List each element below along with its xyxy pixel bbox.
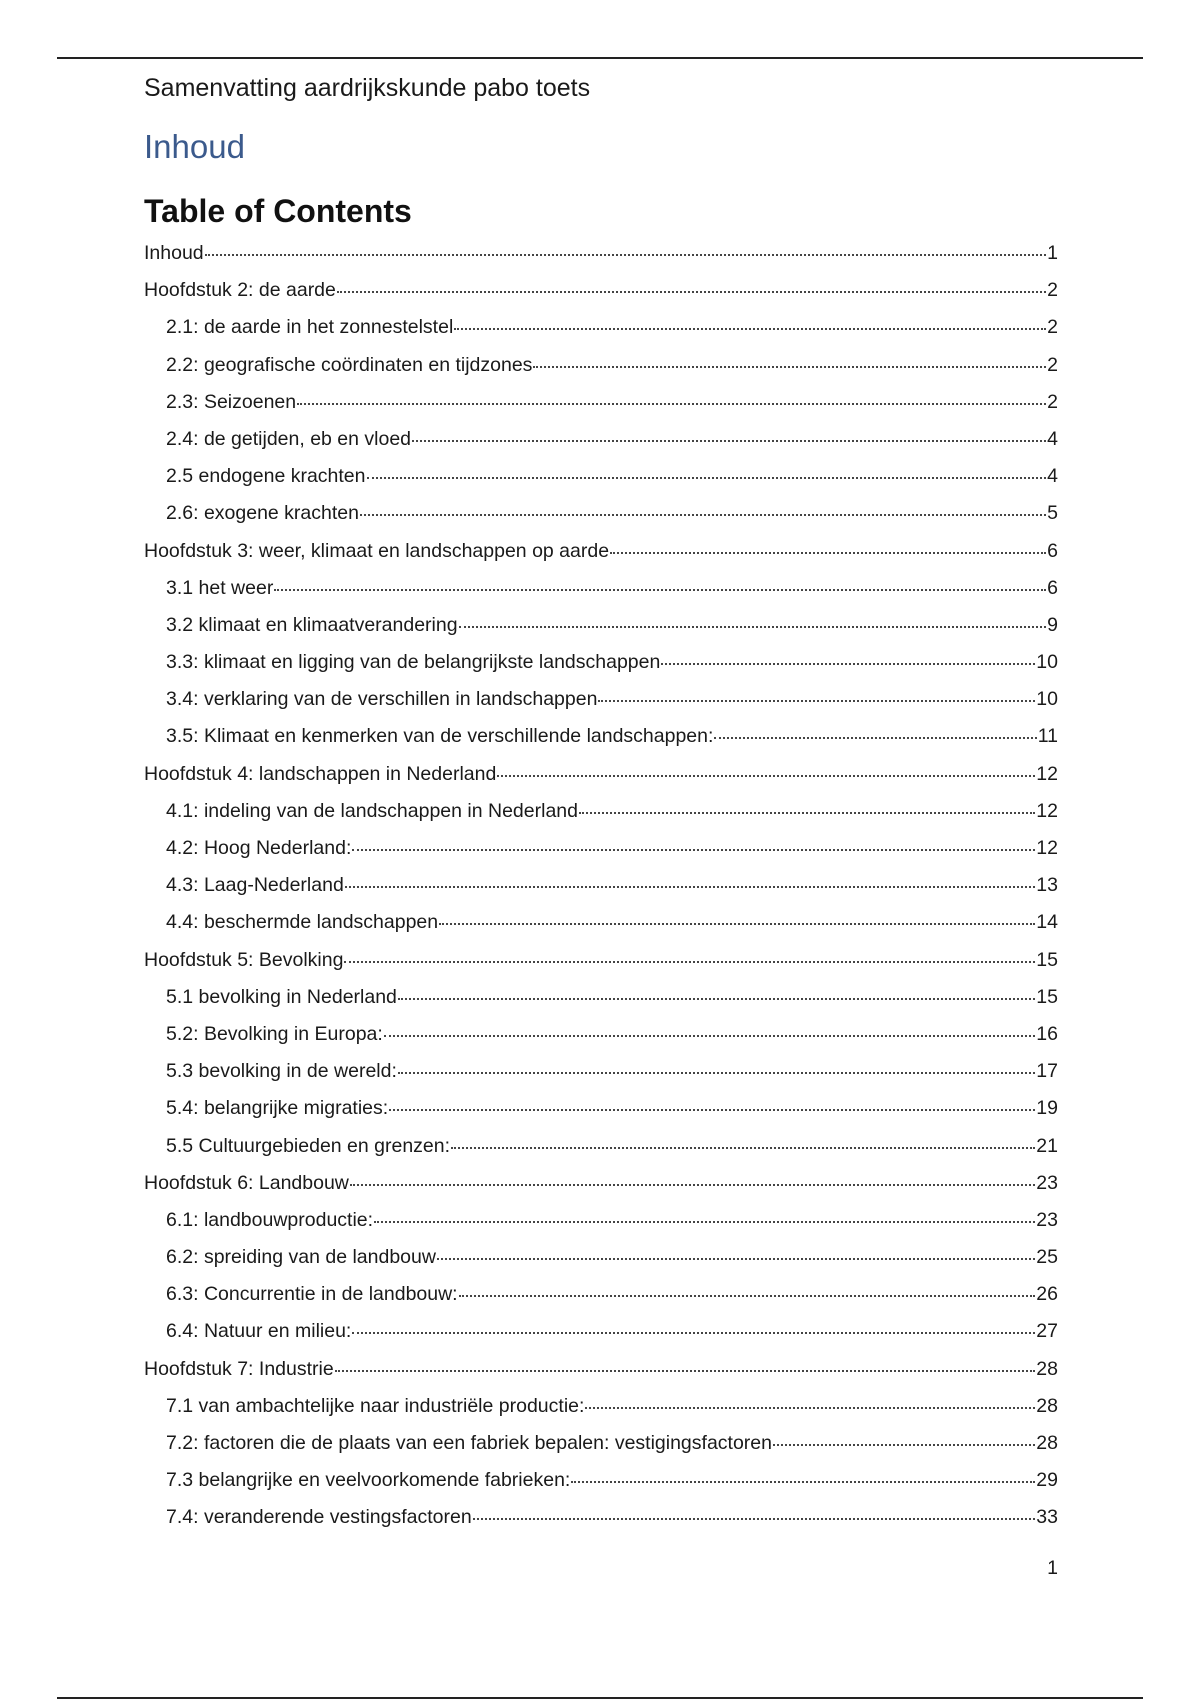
toc-entry[interactable] <box>144 1097 1058 1134</box>
toc-entry-page: 28 <box>1036 1432 1058 1454</box>
toc-dot-leader <box>454 327 1046 330</box>
toc-entry-label[interactable]: 6.1: landbouwproductie: <box>166 1208 374 1231</box>
heading-inhoud: Inhoud <box>144 128 245 165</box>
toc-entry[interactable] <box>144 1358 1058 1395</box>
toc-entry-label[interactable]: 7.3 belangrijke en veelvoorkomende fabrieken: <box>166 1469 571 1492</box>
toc-entry-page: 25 <box>1036 1246 1058 1269</box>
toc-dot-leader <box>585 1406 1035 1409</box>
toc-dot-leader <box>374 1220 1035 1223</box>
toc-dot-leader <box>773 1443 1035 1446</box>
toc-entry-label[interactable]: 4.4: beschermde landschappen <box>166 911 439 934</box>
toc-entry[interactable] <box>144 242 1058 279</box>
header-rule <box>57 57 1143 59</box>
toc-entry[interactable] <box>144 354 1058 391</box>
toc-entry-label[interactable]: Hoofdstuk 6: Landbouw <box>144 1171 349 1194</box>
toc-dot-leader <box>297 402 1046 405</box>
toc-entry-page: 9 <box>1047 613 1058 636</box>
toc-dot-leader <box>661 662 1035 665</box>
toc-entry-page: 27 <box>1036 1320 1058 1343</box>
toc-entry-page: 33 <box>1036 1506 1058 1529</box>
toc-entry[interactable] <box>144 1432 1058 1469</box>
toc-entry-label[interactable]: 3.2 klimaat en klimaatverandering <box>166 613 458 636</box>
toc-entry-label[interactable]: 3.3: klimaat en ligging van de belangrijkste landschappen <box>166 651 661 674</box>
toc-entry-page: 1 <box>1047 242 1058 264</box>
toc-entry[interactable] <box>144 279 1058 316</box>
toc-entry-label[interactable]: 2.5 endogene krachten <box>166 465 366 488</box>
toc-dot-leader <box>473 1517 1036 1520</box>
toc-entry-page: 4 <box>1047 427 1058 450</box>
footer-rule <box>57 1697 1143 1699</box>
toc-entry-label[interactable]: 2.1: de aarde in het zonnestelstel <box>166 316 454 339</box>
toc-entry-label[interactable]: 2.2: geografische coördinaten en tijdzones <box>166 353 533 376</box>
toc-dot-leader <box>714 736 1036 739</box>
toc-entry-label[interactable]: 2.3: Seizoenen <box>166 390 297 413</box>
toc-entry-label[interactable]: 5.3 bevolking in de wereld: <box>166 1060 397 1083</box>
toc-entry-page: 28 <box>1036 1394 1058 1417</box>
toc-dot-leader <box>459 1294 1036 1297</box>
toc-entry-page: 6 <box>1047 539 1058 562</box>
table-of-contents <box>144 242 1058 1544</box>
toc-entry-label[interactable]: Hoofdstuk 2: de aarde <box>144 279 336 302</box>
toc-dot-leader <box>533 365 1046 368</box>
toc-entry-label[interactable]: 3.1 het weer <box>166 576 274 599</box>
heading-table-of-contents: Table of Contents <box>144 193 412 229</box>
toc-entry[interactable] <box>144 502 1058 539</box>
toc-dot-leader <box>350 1183 1035 1186</box>
toc-entry-page: 15 <box>1036 948 1058 971</box>
toc-entry-page: 17 <box>1036 1060 1058 1083</box>
toc-dot-leader <box>398 1071 1035 1074</box>
toc-entry[interactable] <box>144 540 1058 577</box>
toc-entry-label[interactable]: Hoofdstuk 7: Industrie <box>144 1357 334 1380</box>
toc-entry-page: 11 <box>1037 725 1058 748</box>
toc-dot-leader <box>497 774 1035 777</box>
toc-entry[interactable] <box>144 1023 1058 1060</box>
toc-entry-page: 14 <box>1036 911 1058 934</box>
toc-entry-page: 15 <box>1036 985 1058 1008</box>
toc-entry-page: 5 <box>1047 502 1058 525</box>
toc-dot-leader <box>439 922 1035 925</box>
toc-entry-page: 21 <box>1036 1134 1058 1157</box>
toc-entry[interactable] <box>144 651 1058 688</box>
toc-entry-label[interactable]: 6.3: Concurrentie in de landbouw: <box>166 1283 458 1306</box>
toc-entry[interactable] <box>144 465 1058 502</box>
toc-entry-page: 26 <box>1036 1283 1058 1306</box>
toc-entry-label[interactable]: Inhoud <box>144 242 204 264</box>
toc-entry-label[interactable]: 2.6: exogene krachten <box>166 502 359 525</box>
toc-entry-page: 28 <box>1036 1357 1058 1380</box>
toc-entry-page: 12 <box>1036 762 1058 785</box>
toc-entry-page: 12 <box>1036 799 1058 822</box>
toc-entry[interactable] <box>144 316 1058 353</box>
toc-entry[interactable] <box>144 1246 1058 1283</box>
toc-dot-leader <box>344 960 1035 963</box>
toc-dot-leader <box>367 476 1047 479</box>
toc-entry[interactable] <box>144 1135 1058 1172</box>
toc-entry-page: 6 <box>1047 576 1058 599</box>
toc-entry-label[interactable]: 6.4: Natuur en milieu: <box>166 1320 352 1343</box>
toc-entry-label[interactable]: 4.2: Hoog Nederland: <box>166 837 352 859</box>
toc-dot-leader <box>205 253 1046 256</box>
toc-entry[interactable] <box>144 1209 1058 1246</box>
document-title: Samenvatting aardrijkskunde pabo toets <box>144 74 591 102</box>
toc-entry-page: 10 <box>1036 688 1058 711</box>
toc-dot-leader <box>571 1480 1035 1483</box>
toc-entry-page: 12 <box>1036 837 1058 859</box>
toc-dot-leader <box>274 588 1046 591</box>
toc-dot-leader <box>389 1108 1035 1111</box>
toc-entry[interactable] <box>144 1506 1058 1543</box>
toc-dot-leader <box>384 1034 1035 1037</box>
toc-entry-label[interactable]: 5.5 Cultuurgebieden en grenzen: <box>166 1134 451 1157</box>
toc-entry[interactable] <box>144 1060 1058 1097</box>
toc-entry[interactable] <box>144 874 1058 911</box>
toc-entry-label[interactable]: 2.4: de getijden, eb en vloed <box>166 427 412 450</box>
toc-dot-leader <box>610 551 1046 554</box>
toc-entry-label[interactable]: 4.1: indeling van de landschappen in Nederland <box>166 799 578 822</box>
toc-entry-label[interactable]: 3.5: Klimaat en kenmerken van de verschillende landschappen: <box>166 725 714 748</box>
toc-entry-label[interactable]: 6.2: spreiding van de landbouw <box>166 1246 436 1269</box>
toc-entry-page: 2 <box>1047 279 1058 302</box>
toc-entry-label[interactable]: Hoofdstuk 4: landschappen in Nederland <box>144 762 497 785</box>
toc-entry[interactable] <box>144 577 1058 614</box>
toc-dot-leader <box>337 290 1046 293</box>
toc-entry-page: 19 <box>1036 1097 1058 1120</box>
page-number: 1 <box>1047 1557 1058 1579</box>
toc-dot-leader <box>352 1331 1035 1334</box>
toc-entry-label[interactable]: 5.4: belangrijke migraties: <box>166 1097 389 1120</box>
toc-entry-label[interactable]: 3.4: verklaring van de verschillen in landschappen <box>166 688 598 711</box>
toc-entry-page: 10 <box>1036 651 1058 674</box>
toc-dot-leader <box>598 699 1035 702</box>
toc-entry[interactable] <box>144 911 1058 948</box>
toc-dot-leader <box>451 1146 1035 1149</box>
toc-entry[interactable] <box>144 428 1058 465</box>
toc-dot-leader <box>352 848 1035 851</box>
toc-entry[interactable] <box>144 1172 1058 1209</box>
toc-entry[interactable] <box>144 763 1058 800</box>
toc-entry-page: 16 <box>1036 1022 1058 1045</box>
toc-entry[interactable] <box>144 1283 1058 1320</box>
toc-entry-label[interactable]: 4.3: Laag-Nederland <box>166 874 344 897</box>
toc-dot-leader <box>412 439 1046 442</box>
toc-entry-page: 2 <box>1047 353 1058 376</box>
toc-dot-leader <box>398 997 1035 1000</box>
toc-entry-page: 2 <box>1047 390 1058 413</box>
toc-entry[interactable] <box>144 1469 1058 1506</box>
toc-dot-leader <box>345 885 1036 888</box>
toc-entry-page: 4 <box>1047 465 1058 488</box>
toc-entry[interactable] <box>144 949 1058 986</box>
toc-dot-leader <box>360 513 1046 516</box>
toc-entry-page: 23 <box>1036 1208 1058 1231</box>
toc-entry[interactable] <box>144 688 1058 725</box>
toc-entry-page: 29 <box>1036 1469 1058 1492</box>
toc-entry-label[interactable]: 5.1 bevolking in Nederland <box>166 985 397 1008</box>
toc-entry-label[interactable]: 7.2: factoren die de plaats van een fabriek bepalen: vestigingsfactoren <box>166 1432 772 1454</box>
toc-entry[interactable] <box>144 391 1058 428</box>
toc-entry-label[interactable]: 5.2: Bevolking in Europa: <box>166 1022 383 1045</box>
toc-entry-label[interactable]: Hoofdstuk 3: weer, klimaat en landschappen op aarde <box>144 539 610 562</box>
toc-entry[interactable] <box>144 725 1058 762</box>
toc-entry-page: 23 <box>1036 1171 1058 1194</box>
toc-entry-page: 2 <box>1047 316 1058 339</box>
toc-entry[interactable] <box>144 800 1058 837</box>
toc-entry[interactable] <box>144 986 1058 1023</box>
toc-entry[interactable] <box>144 1395 1058 1432</box>
toc-dot-leader <box>579 811 1035 814</box>
toc-dot-leader <box>335 1369 1036 1372</box>
toc-entry-label[interactable]: 7.1 van ambachtelijke naar industriële productie: <box>166 1394 585 1417</box>
toc-dot-leader <box>459 625 1047 628</box>
toc-entry[interactable] <box>144 837 1058 874</box>
toc-entry[interactable] <box>144 1320 1058 1357</box>
toc-dot-leader <box>437 1257 1035 1260</box>
toc-entry-page: 13 <box>1036 874 1058 897</box>
toc-entry[interactable] <box>144 614 1058 651</box>
toc-entry-label[interactable]: Hoofdstuk 5: Bevolking <box>144 948 344 971</box>
toc-entry-label[interactable]: 7.4: veranderende vestingsfactoren <box>166 1506 472 1529</box>
